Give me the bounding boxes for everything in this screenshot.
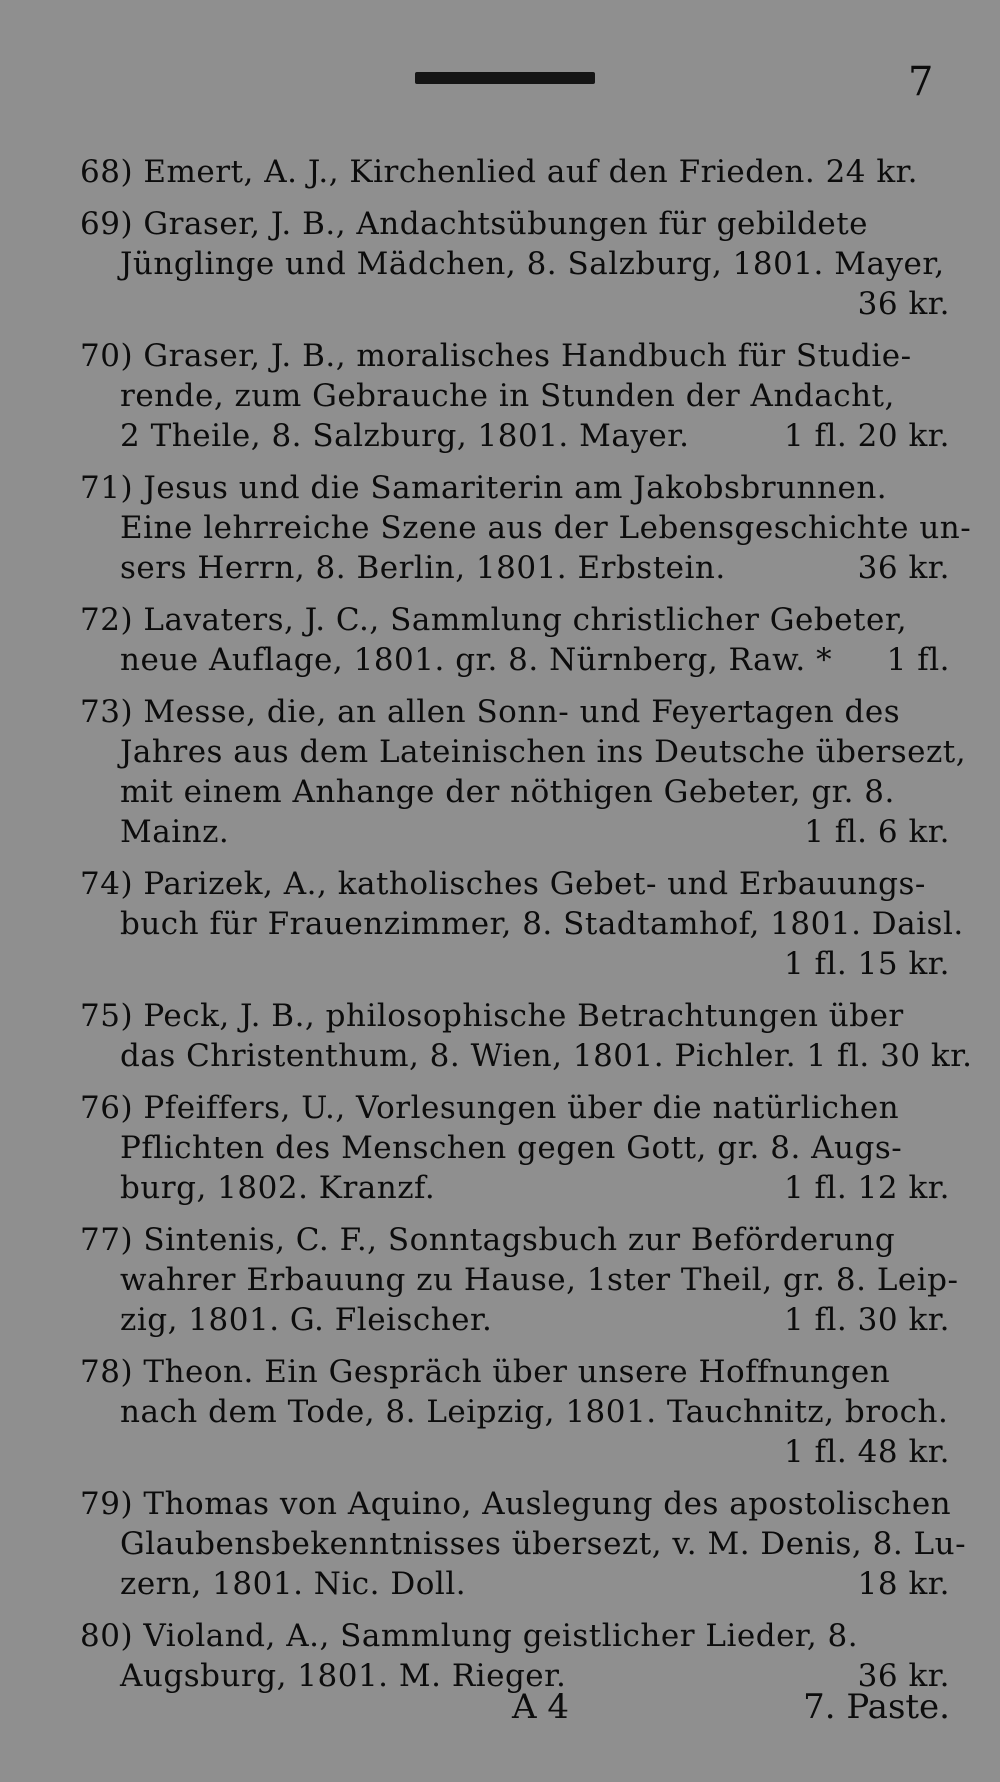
- entry-line: [80, 336, 950, 376]
- entry-line: [80, 284, 950, 324]
- entry-line: [80, 732, 967, 772]
- entry-text: 77) Sintenis, C. F., Sonntagsbuch zur Beförderung: [80, 1222, 896, 1258]
- entry-text: Jahres aus dem Lateinischen ins Deutsche übersezt,: [120, 734, 967, 770]
- catalog-entry: [80, 336, 950, 456]
- entry-text: 69) Graser, J. B., Andachtsübungen für gebildete: [80, 206, 868, 242]
- entry-line: [80, 812, 950, 852]
- entry-price: 36 kr.: [857, 550, 950, 586]
- entry-line: [80, 508, 972, 548]
- entry-line: [80, 692, 950, 732]
- header-rule: [415, 72, 595, 84]
- entry-text: Pflichten des Menschen gegen Gott, gr. 8. Augs-: [120, 1130, 903, 1166]
- catalog-entry: [80, 1220, 959, 1340]
- entry-price: 36 kr.: [857, 1658, 950, 1694]
- entry-price: 1 fl. 12 kr.: [783, 1170, 950, 1206]
- entry-line: [80, 468, 950, 508]
- entry-line: [80, 244, 950, 284]
- entry-line: [80, 1036, 973, 1076]
- catalog-entry: [80, 152, 950, 192]
- entry-line: [80, 640, 950, 680]
- entry-line: [80, 772, 950, 812]
- entry-price: 1 fl. 15 kr.: [783, 946, 950, 982]
- catalog-entry: [80, 1352, 950, 1472]
- entry-line: [80, 1088, 950, 1128]
- entry-line: [80, 1260, 959, 1300]
- entry-text: 80) Violand, A., Sammlung geistlicher Lieder, 8.: [80, 1618, 859, 1654]
- entry-text: wahrer Erbauung zu Hause, 1ster Theil, gr. 8. Leip-: [120, 1262, 959, 1298]
- entry-text: Augsburg, 1801. M. Rieger.: [120, 1658, 567, 1694]
- entry-text: 78) Theon. Ein Gespräch über unsere Hoffnungen: [80, 1354, 891, 1390]
- entry-text: 73) Messe, die, an allen Sonn- und Feyertagen des: [80, 694, 901, 730]
- entry-line: [80, 1220, 950, 1260]
- entry-text: Jünglinge und Mädchen, 8. Salzburg, 1801. Mayer,: [120, 246, 945, 282]
- entry-line: [80, 996, 950, 1036]
- entry-price: 1 fl. 20 kr.: [783, 418, 950, 454]
- entry-text: buch für Frauenzimmer, 8. Stadtamhof, 1801. Daisl.: [120, 906, 964, 942]
- catalog-entry: [80, 1088, 950, 1208]
- entry-price: 1 fl. 30 kr.: [783, 1302, 950, 1338]
- entry-line: [80, 416, 950, 456]
- entry-text: neue Auflage, 1801. gr. 8. Nürnberg, Raw. *: [120, 642, 833, 678]
- entry-price: 36 kr.: [857, 286, 950, 322]
- entry-price: 18 kr.: [857, 1566, 950, 1602]
- entry-price: 1 fl.: [886, 642, 950, 678]
- entry-line: [80, 204, 950, 244]
- entry-line: [80, 1484, 950, 1524]
- entry-text: zern, 1801. Nic. Doll.: [120, 1566, 467, 1602]
- catalog-entry: [80, 864, 964, 984]
- page-footer: [0, 1687, 1000, 1740]
- catalog-entry: [80, 1616, 950, 1696]
- entry-line: [80, 864, 950, 904]
- entry-text: 2 Theile, 8. Salzburg, 1801. Mayer.: [120, 418, 690, 454]
- catalog-entries: [80, 152, 973, 1708]
- catalog-entry: [80, 1484, 967, 1604]
- entry-line: [80, 904, 964, 944]
- catalog-entry: [80, 468, 972, 588]
- entry-line: [80, 1352, 950, 1392]
- entry-text: zig, 1801. G. Fleischer.: [120, 1302, 493, 1338]
- entry-text: nach dem Tode, 8. Leipzig, 1801. Tauchnitz, broch.: [120, 1394, 949, 1430]
- entry-line: [80, 944, 950, 984]
- entry-text: 68) Emert, A. J., Kirchenlied auf den Frieden. 24 kr.: [80, 154, 918, 190]
- entry-line: [80, 1564, 950, 1604]
- entry-text: rende, zum Gebrauche in Stunden der Andacht,: [120, 378, 895, 414]
- entry-line: [80, 1128, 950, 1168]
- entry-price: 1 fl. 48 kr.: [783, 1434, 950, 1470]
- entry-line: [80, 1616, 950, 1656]
- entry-line: [80, 1524, 967, 1564]
- entry-text: 74) Parizek, A., katholisches Gebet- und Erbauungs-: [80, 866, 926, 902]
- entry-text: mit einem Anhange der nöthigen Gebeter, gr. 8.: [120, 774, 895, 810]
- entry-text: Mainz.: [120, 814, 230, 850]
- entry-text: 76) Pfeiffers, U., Vorlesungen über die natürlichen: [80, 1090, 900, 1126]
- entry-line: [80, 1168, 950, 1208]
- entry-line: [80, 1300, 950, 1340]
- entry-line: [80, 1392, 950, 1432]
- entry-line: [80, 152, 950, 192]
- entry-line: [80, 548, 950, 588]
- entry-line: [80, 376, 950, 416]
- catalog-entry: [80, 692, 967, 852]
- entry-line: [80, 600, 950, 640]
- entry-price: 1 fl. 6 kr.: [804, 814, 950, 850]
- catalog-entry: [80, 996, 973, 1076]
- entry-text: 79) Thomas von Aquino, Auslegung des apostolischen: [80, 1486, 952, 1522]
- page-number: 7: [908, 59, 934, 105]
- entry-text: Glaubensbekenntnisses übersezt, v. M. Denis, 8. Lu-: [120, 1526, 967, 1562]
- entry-text: 71) Jesus und die Samariterin am Jakobsbrunnen.: [80, 470, 888, 506]
- entry-text: Eine lehrreiche Szene aus der Lebensgeschichte un-: [120, 510, 972, 546]
- catalog-entry: [80, 204, 950, 324]
- entry-text: sers Herrn, 8. Berlin, 1801. Erbstein.: [120, 550, 726, 586]
- entry-line: [80, 1432, 950, 1472]
- catalog-entry: [80, 600, 950, 680]
- entry-text: das Christenthum, 8. Wien, 1801. Pichler. 1 fl. 30 kr.: [120, 1038, 973, 1074]
- entry-text: 70) Graser, J. B., moralisches Handbuch für Studie-: [80, 338, 912, 374]
- entry-text: 75) Peck, J. B., philosophische Betrachtungen über: [80, 998, 904, 1034]
- entry-text: 72) Lavaters, J. C., Sammlung christlicher Gebeter,: [80, 602, 908, 638]
- entry-text: burg, 1802. Kranzf.: [120, 1170, 436, 1206]
- signature-mark: A 4: [512, 1687, 569, 1727]
- catchword: 7. Paste.: [803, 1687, 950, 1727]
